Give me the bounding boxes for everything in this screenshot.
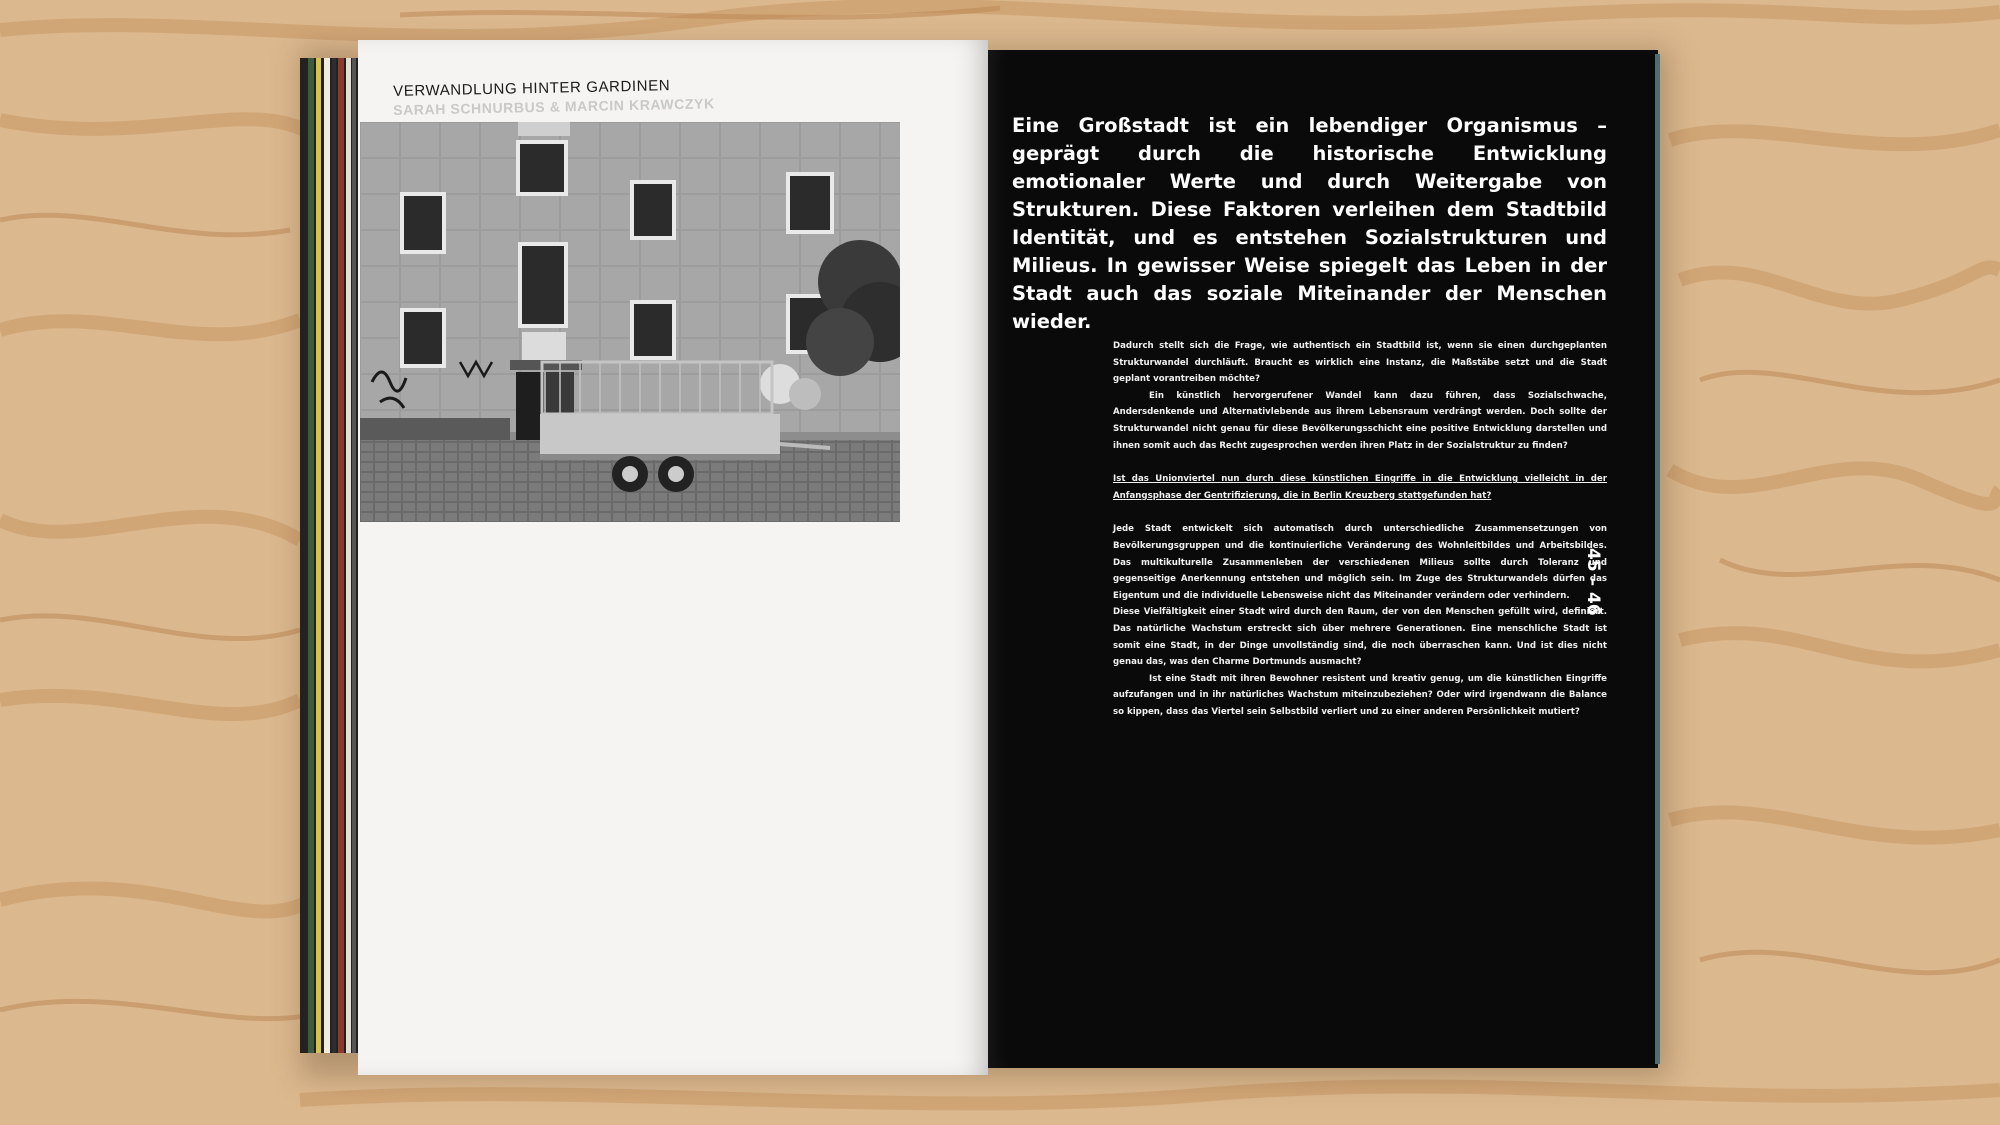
body-text-column [1113,338,1607,720]
body-paragraph: Ein künstlich hervorgerufener Wandel kann dazu führen, dass Sozialschwache, Andersdenkende und Alternativlebende aus ihrem Lebensraum verdrängt werden. Doch sollte der Strukturwandel nicht genau für diese Bevölkerungsschicht eine positive Entwicklung darstellen und ihnen somit auch das Recht zugesprochen werden ihren Platz in der Sozialstruktur zu finden? [1113,390,1607,451]
right-page-edge [1655,54,1660,1064]
body-paragraph: Jede Stadt entwickelt sich automatisch durch unterschiedliche Zusammensetzungen von Bevölkerungsgruppen und die kontinuierliche Veränderung des Wohnleitbildes und Arbeitsbildes. Das multikulturelle Zusammenleben der verschiedenen Milieus sollte durch Toleranz und gegenseitige Anerkennung entstehen und möglich sein. Im Zuge des Strukturwandels dürfen das Eigentum und die individuelle Lebensweise nicht das Miteinander verändern oder verhindern. [1113,524,1607,601]
article-authors: SARAH SCHNURBUS & MARCIN KRAWCZYK [393,95,715,118]
highlighted-question: Ist das Unionviertel nun durch diese künstlichen Eingriffe in die Entwicklung vielleicht in der Anfangsphase der Gentrifizierung, die in Berlin Kreuzberg stattgefunden hat? [1113,474,1607,501]
article-title: VERWANDLUNG HINTER GARDINEN [393,77,671,100]
building-photo [360,122,900,522]
body-paragraph: Dadurch stellt sich die Frage, wie authentisch ein Stadtbild ist, wenn sie einen durchgeplanten Strukturwandel durchläuft. Braucht es wirklich eine Instanz, die Maßstäbe setzt und die Stadt geplant vorantreiben möchte? [1113,341,1607,385]
page-numbers: 45 – 46 [1583,548,1603,616]
body-paragraph: Ist eine Stadt mit ihren Bewohner resistent und kreativ genug, um die künstlichen Eingriffe aufzufangen und in ihr natürliches Wachstum miteinzubeziehen? Oder wird irgendwann die Balance so kippen, dass das Viertel sein Selbstbild verliert und zu einer anderen Persönlichkeit mutiert? [1113,673,1607,717]
lead-paragraph: Eine Großstadt ist ein lebendiger Organismus – geprägt durch die historische Entwicklung emotionaler Werte und durch Weitergabe von Strukturen. Diese Faktoren verleihen dem Stadtbild Identität, und es entstehen Sozialstrukturen und Milieus. In gewisser Weise spiegelt das Leben in der Stadt auch das soziale Miteinander der Menschen wieder. [1012,114,1607,333]
body-paragraph: Diese Vielfältigkeit einer Stadt wird durch den Raum, der von den Menschen gefüllt wird, definiert. Das natürliche Wachstum erstreckt sich über mehrere Generationen. Eine menschliche Stadt ist somit eine Stadt, in der Dinge unvollständig sind, die noch überraschen kann. Und ist dies nicht genau das, was den Charme Dortmunds ausmacht? [1113,607,1607,668]
